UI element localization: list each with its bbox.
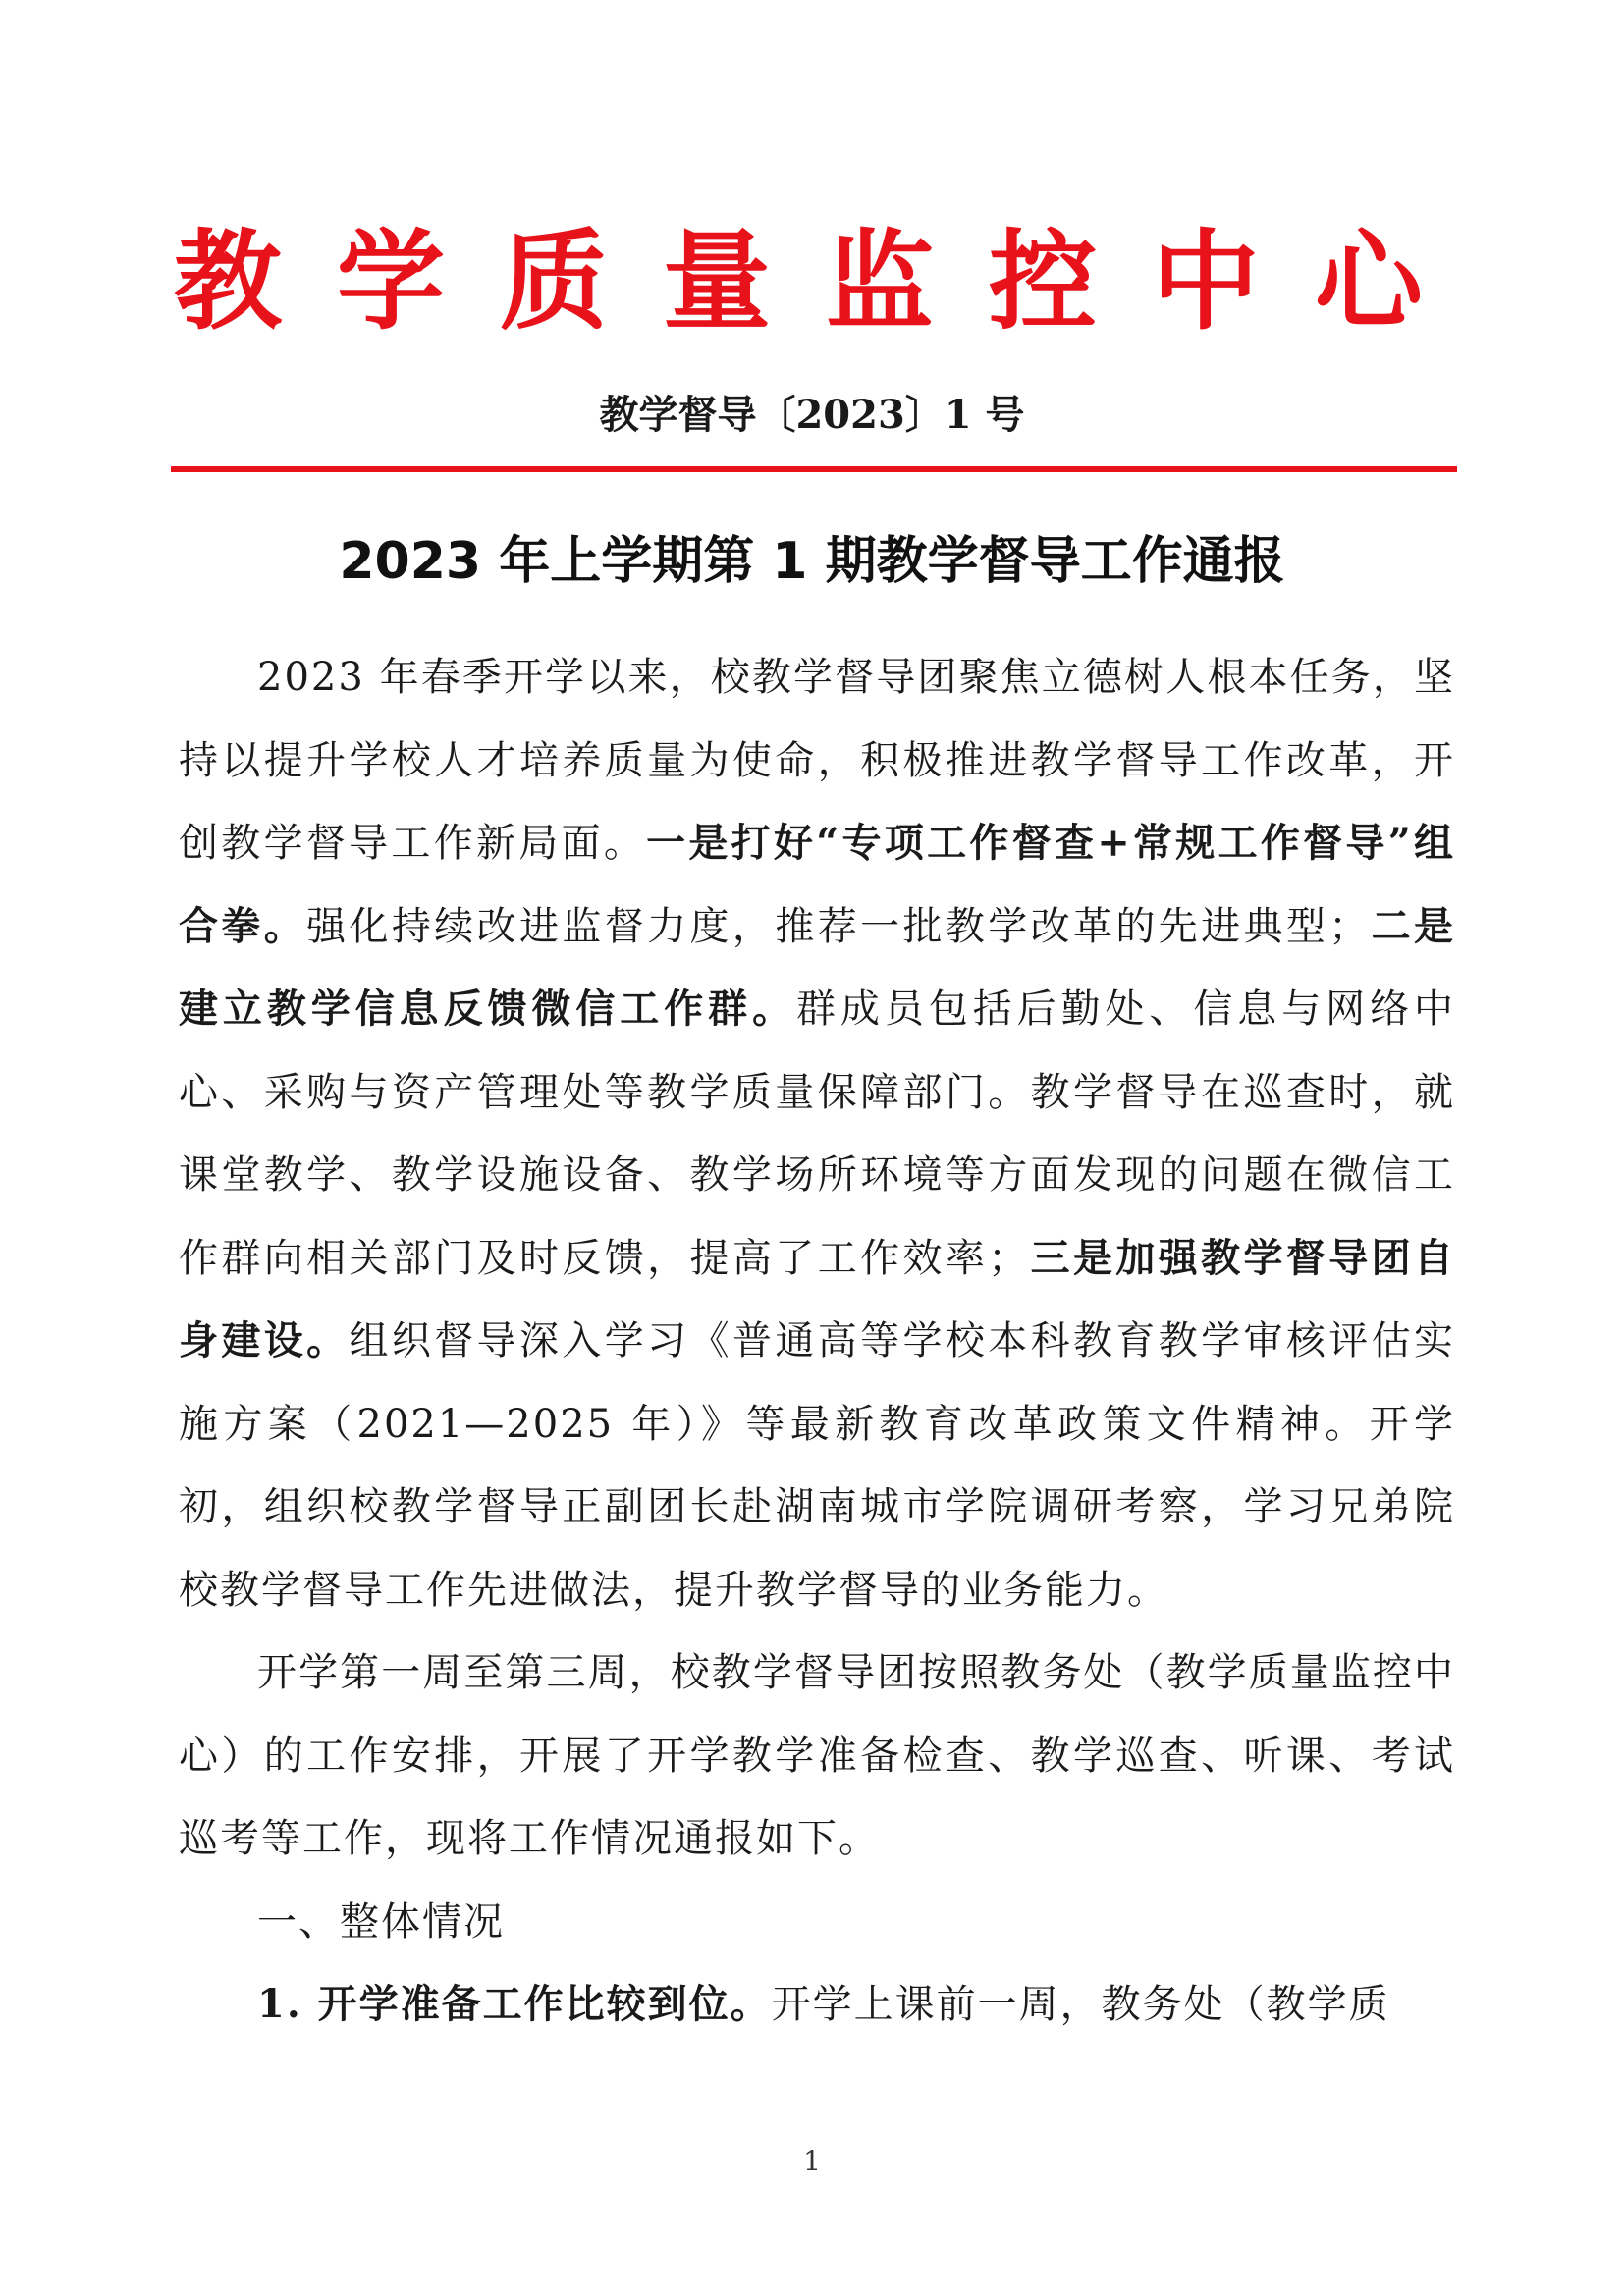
document-number: 教学督导〔2023〕1 号 [599,392,1025,438]
intro-bold-2: 二是建立教学信息反馈微信工作群。 [179,902,1456,1032]
report-title: 2023 年上学期第 1 期教学督导工作通报 [339,532,1285,591]
intro-text-2: 强化持续改进监督力度，推荐一批教学改革的先进典型； [306,903,1371,949]
red-divider-line [171,466,1457,472]
section-heading-overall: 一、整体情况 [257,1898,505,1945]
intro-bold-3: 三是加强教学督导团自身建设。 [179,1234,1456,1363]
preparation-bold: 1. 开学准备工作比较到位。 [257,1981,772,2027]
paragraph-preparation [179,1963,1455,2047]
page-number: 1 [803,2145,821,2177]
preparation-text: 开学上课前一周，教务处（教学质 [771,1982,1390,2027]
intro-text-1: 2023 年春季开学以来，校教学督导团聚焦立德树人根本任务，坚持以提升学校人才培养质量为使命，积极推进教学督导工作改革，开创教学督导工作新局面。 [179,655,1455,866]
paragraph-summary: 开学第一周至第三周，校教学督导团按照教务处（教学质量监控中心）的工作安排，开展了开学教学准备检查、教学巡查、听课、考试巡考等工作，现将工作情况通报如下。 [179,1650,1455,1861]
paragraph-intro [179,636,1455,1631]
intro-bold-1: 一是打好“专项工作督查+常规工作督导”组合拳。 [179,820,1456,949]
intro-text-3: 群成员包括后勤处、信息与网络中心、采购与资产管理处等教学质量保障部门。教学督导在巡查时，就课堂教学、教学设施设备、教学场所环境等方面发现的问题在微信工作群向相关部门及时反馈，提高了工作效率； [179,987,1455,1281]
masthead-title: 教学质量监控中心 [174,219,1478,345]
document-body [179,636,1455,2047]
intro-text-4: 组织督导深入学习《普通高等学校本科教育教学审核评估实施方案（2021—2025 年）》等最新教育改革政策文件精神。开学初，组织校教学督导正副团长赴湖南城市学院调研考察，学习兄弟院校教学督导工作先进做法，提升教学督导的业务能力。 [179,1318,1456,1613]
